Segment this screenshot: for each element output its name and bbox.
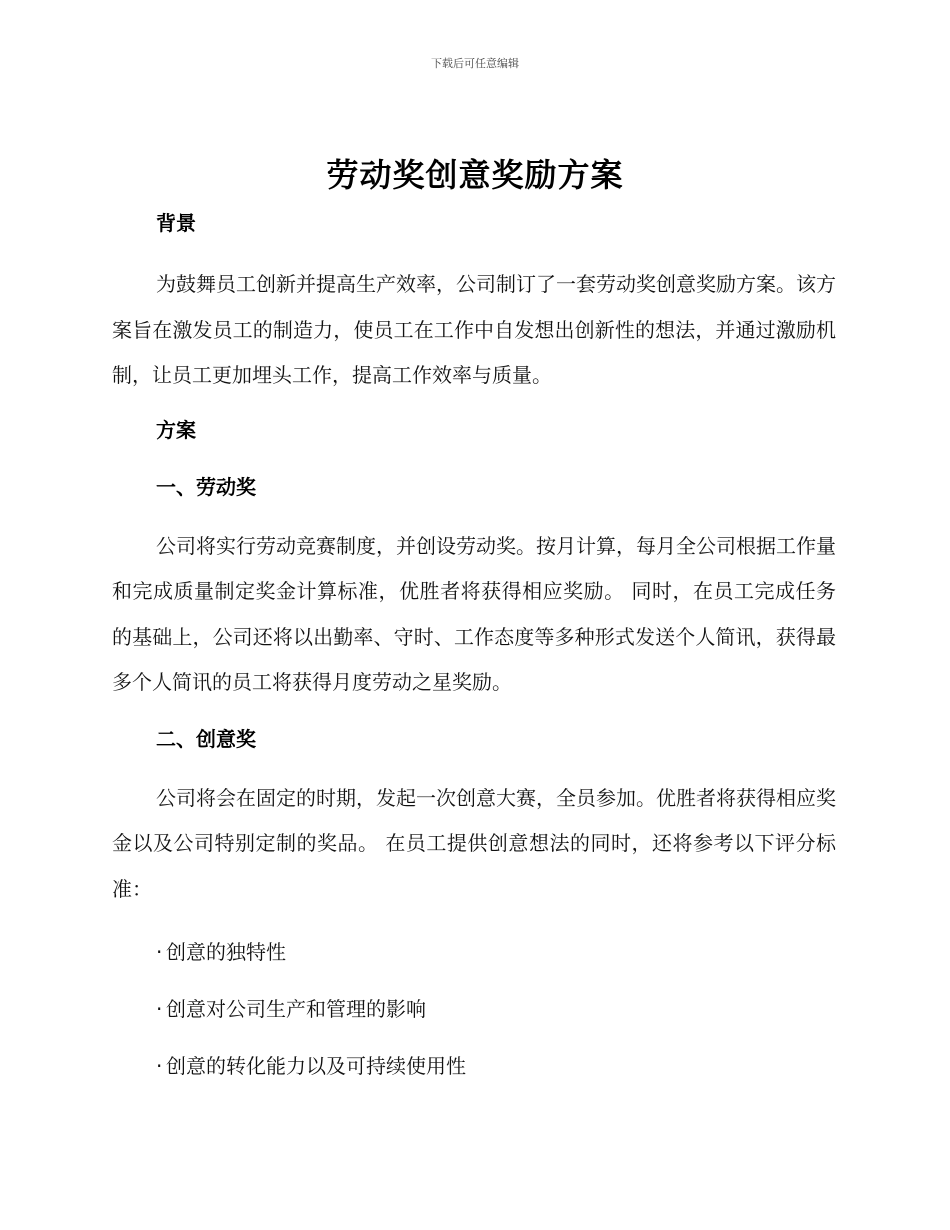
plan-heading: 方案 [156,417,196,442]
criteria-text: 创意的转化能力以及可持续使用性 [166,1054,466,1078]
header-note: 下载后可任意编辑 [431,57,519,70]
background-heading: 背景 [156,211,196,235]
criteria-item [112,1048,836,1084]
criteria-item [112,991,836,1027]
document-body [112,205,836,1084]
criteria-text: 创意的独特性 [166,940,286,964]
criteria-text: 创意对公司生产和管理的影响 [166,997,426,1021]
criteria-item [112,934,836,970]
bullet-dot-icon: · [156,940,163,964]
creative-award-paragraph: 公司将会在固定的时期，发起一次创意大赛，全员参加。优胜者将获得相应奖金以及公司特别定制的奖品。 在员工提供创意想法的同时，还将参考以下评分标准： [112,785,836,901]
creative-award-heading: 二、创意奖 [156,726,256,751]
labor-award-heading: 一、劳动奖 [156,474,256,499]
bullet-dot-icon: · [156,1054,163,1078]
document-title: 劳动奖创意奖励方案 [326,156,624,194]
background-paragraph: 为鼓舞员工创新并提高生产效率，公司制订了一套劳动奖创意奖励方案。该方案旨在激发员工的制造力，使员工在工作中自发想出创新性的想法，并通过激励机制，让员工更加埋头工作，提高工作效率与质量。 [112,272,836,387]
labor-award-paragraph: 公司将实行劳动竞赛制度，并创设劳动奖。按月计算，每月全公司根据工作量和完成质量制定奖金计算标准，优胜者将获得相应奖励。 同时，在员工完成任务的基础上，公司还将以出勤率、守时、工作态度等多种形式发送个人简讯，获得最多个人简讯的员工将获得月度劳动之星奖励。 [112,533,836,694]
bullet-dot-icon: · [156,997,163,1021]
